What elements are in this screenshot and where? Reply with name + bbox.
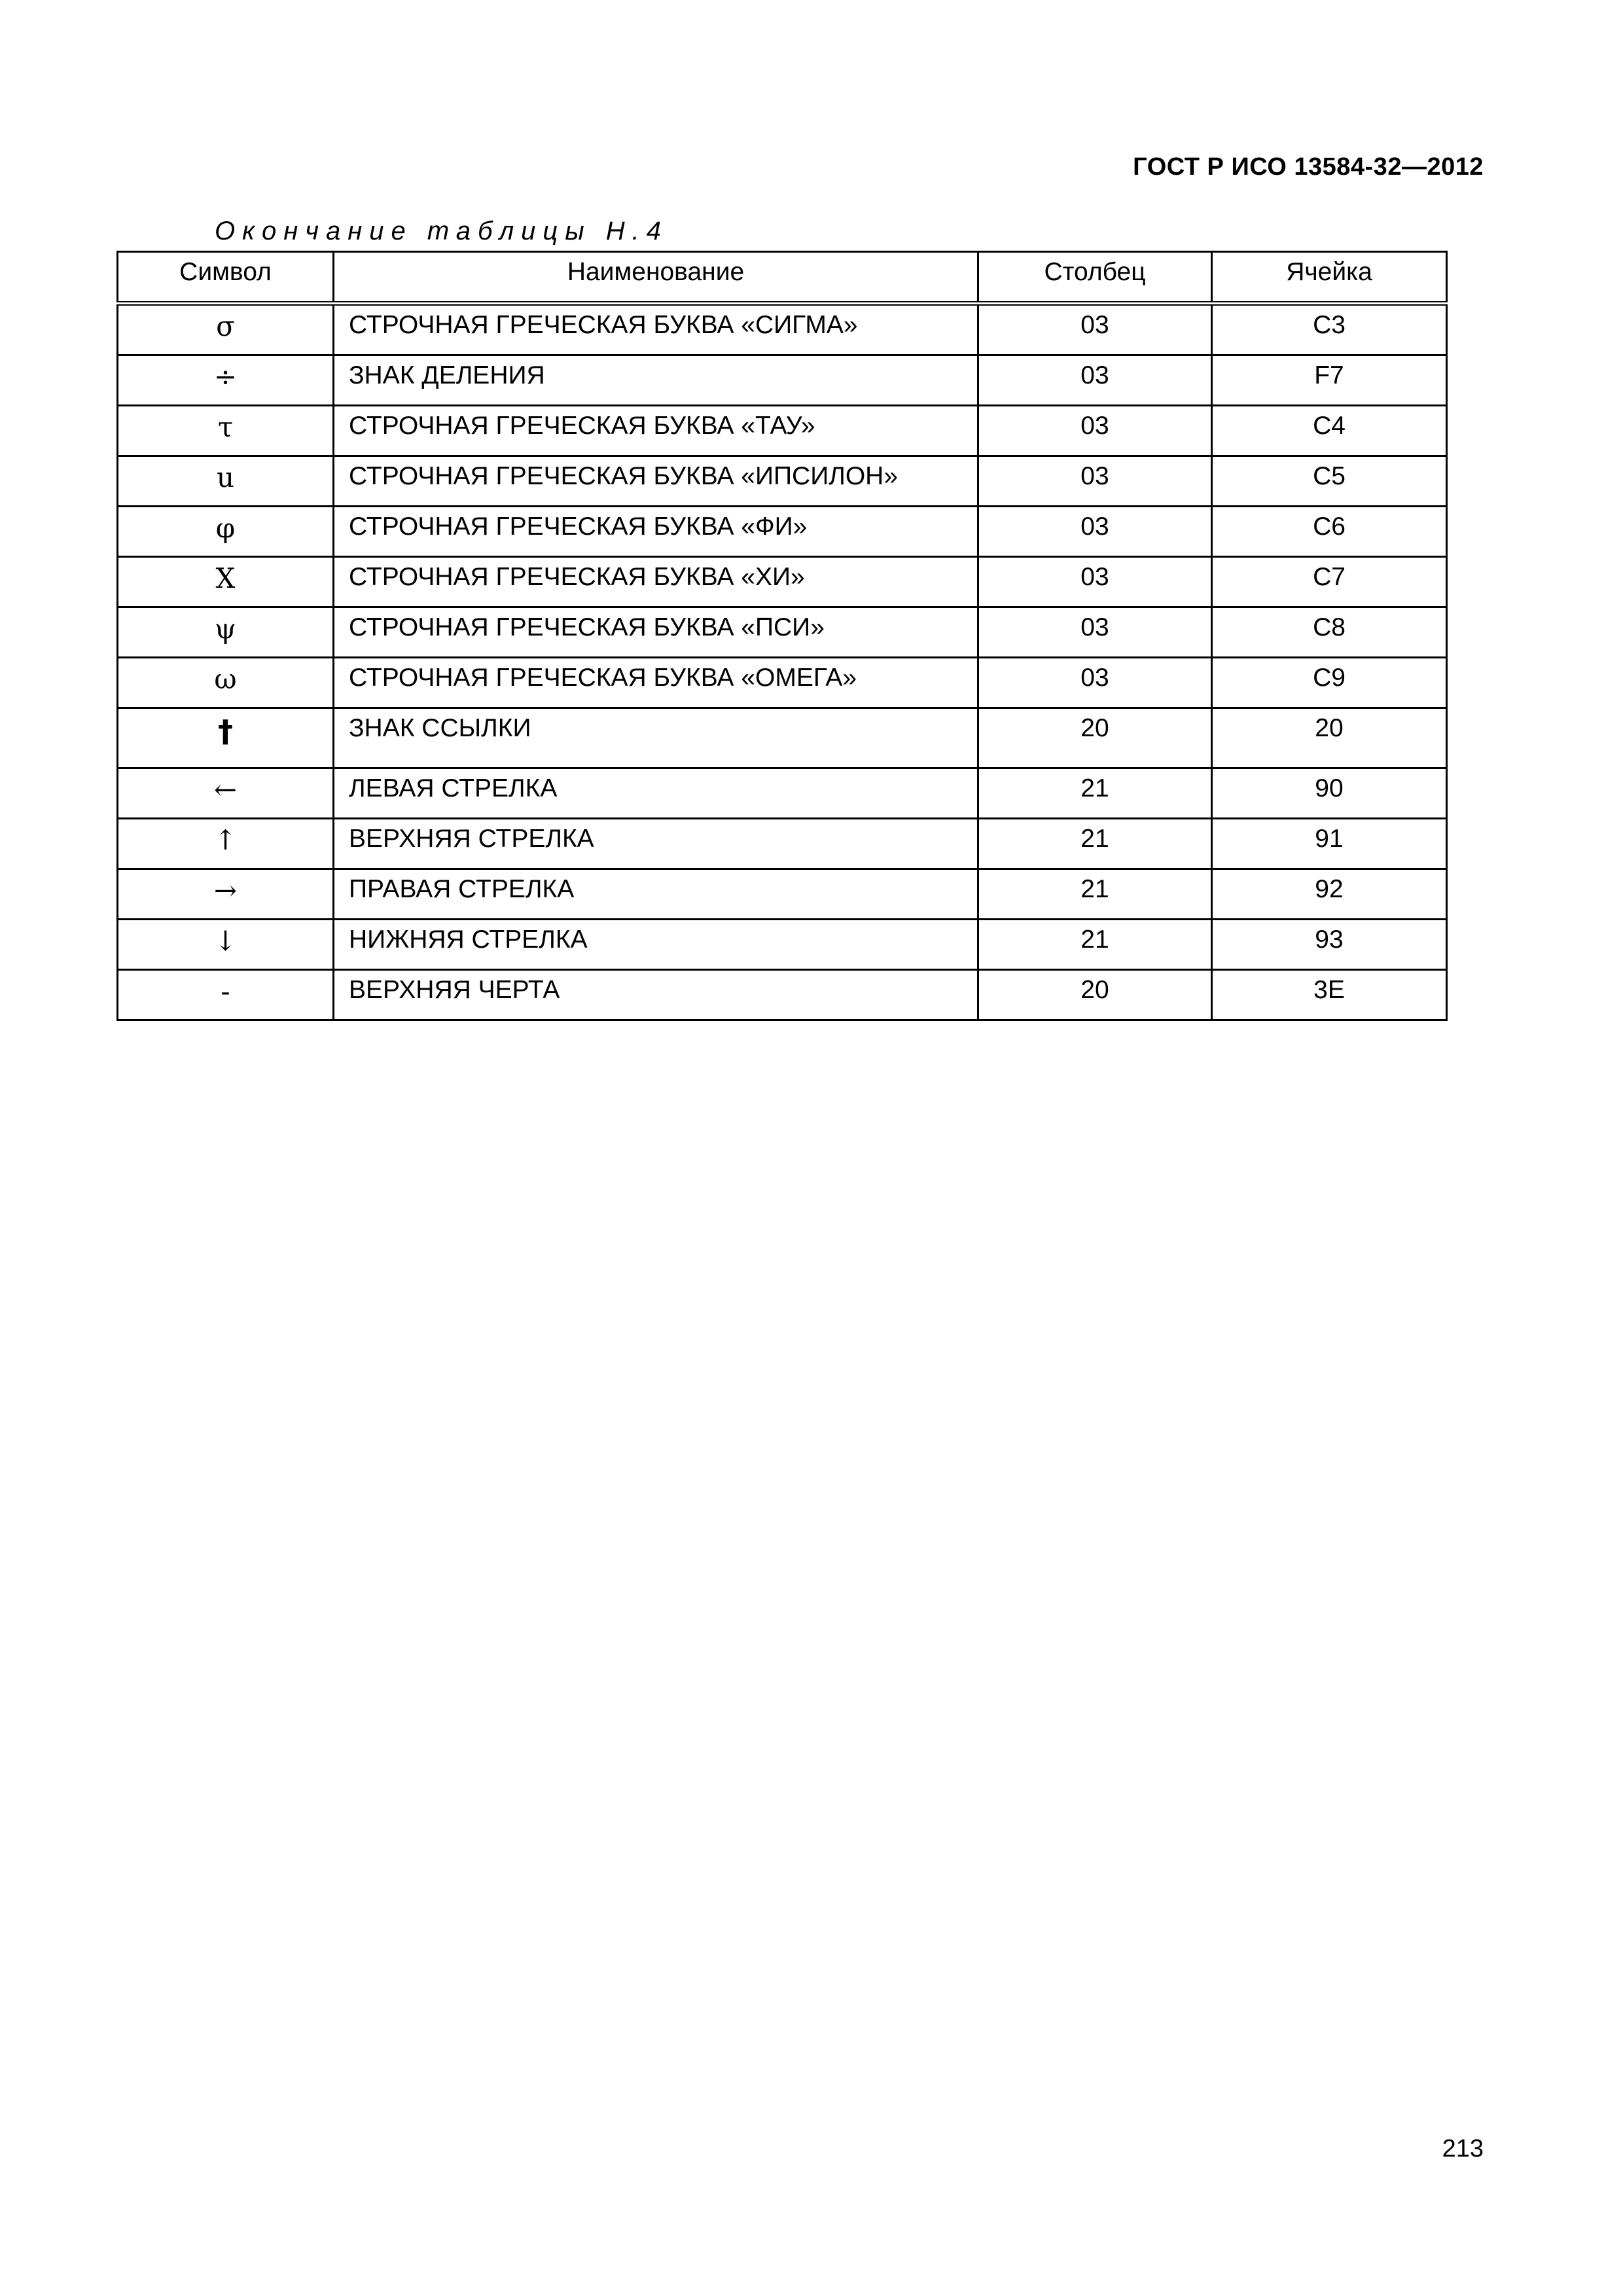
table-row xyxy=(118,768,1447,819)
name-cell: СТРОЧНАЯ ГРЕЧЕСКАЯ БУКВА «ПСИ» xyxy=(334,607,978,658)
table-row xyxy=(118,920,1447,970)
name-cell: СТРОЧНАЯ ГРЕЧЕСКАЯ БУКВА «ТАУ» xyxy=(334,406,978,456)
table-row xyxy=(118,355,1447,406)
symbols-table xyxy=(116,251,1448,1021)
symbol-cell: X xyxy=(118,557,334,607)
column-cell: 03 xyxy=(978,406,1212,456)
table-row xyxy=(118,557,1447,607)
name-cell: ЛЕВАЯ СТРЕЛКА xyxy=(334,768,978,819)
standard-code-header: ГОСТ Р ИСО 13584-32—2012 xyxy=(1133,153,1484,181)
symbol-cell: ← xyxy=(118,768,334,819)
symbol-cell: ÷ xyxy=(118,355,334,406)
cell-code-cell: 93 xyxy=(1212,920,1447,970)
column-cell: 21 xyxy=(978,819,1212,869)
name-cell: ВЕРХНЯЯ ЧЕРТА xyxy=(334,970,978,1020)
table-row xyxy=(118,658,1447,708)
symbol-cell: σ xyxy=(118,304,334,355)
column-header-cell: Ячейка xyxy=(1212,252,1447,304)
name-cell: СТРОЧНАЯ ГРЕЧЕСКАЯ БУКВА «ФИ» xyxy=(334,507,978,557)
table-row xyxy=(118,970,1447,1020)
table-row xyxy=(118,507,1447,557)
symbol-cell: u xyxy=(118,456,334,507)
column-header-name: Наименование xyxy=(334,252,978,304)
column-header-column: Столбец xyxy=(978,252,1212,304)
name-cell: ВЕРХНЯЯ СТРЕЛКА xyxy=(334,819,978,869)
cell-code-cell: C4 xyxy=(1212,406,1447,456)
name-cell: СТРОЧНАЯ ГРЕЧЕСКАЯ БУКВА «СИГМА» xyxy=(334,304,978,355)
column-cell: 21 xyxy=(978,869,1212,920)
cell-code-cell: 3E xyxy=(1212,970,1447,1020)
column-cell: 03 xyxy=(978,456,1212,507)
column-cell: 20 xyxy=(978,708,1212,768)
cell-code-cell: C7 xyxy=(1212,557,1447,607)
cell-code-cell: 91 xyxy=(1212,819,1447,869)
table-container xyxy=(116,251,1446,1021)
page-number: 213 xyxy=(1442,2135,1484,2162)
cell-code-cell: 90 xyxy=(1212,768,1447,819)
table-row xyxy=(118,708,1447,768)
name-cell: СТРОЧНАЯ ГРЕЧЕСКАЯ БУКВА «ИПСИЛОН» xyxy=(334,456,978,507)
symbol-cell: - xyxy=(118,970,334,1020)
name-cell: НИЖНЯЯ СТРЕЛКА xyxy=(334,920,978,970)
cell-code-cell: C3 xyxy=(1212,304,1447,355)
cell-code-cell: C6 xyxy=(1212,507,1447,557)
table-row xyxy=(118,406,1447,456)
name-cell: ПРАВАЯ СТРЕЛКА xyxy=(334,869,978,920)
column-header-symbol: Символ xyxy=(118,252,334,304)
table-header-row xyxy=(118,252,1447,304)
name-cell: СТРОЧНАЯ ГРЕЧЕСКАЯ БУКВА «ОМЕГА» xyxy=(334,658,978,708)
column-cell: 03 xyxy=(978,557,1212,607)
symbol-cell: → xyxy=(118,869,334,920)
symbol-cell: τ xyxy=(118,406,334,456)
table-row xyxy=(118,819,1447,869)
table-row xyxy=(118,304,1447,355)
column-cell: 21 xyxy=(978,768,1212,819)
symbol-cell: ψ xyxy=(118,607,334,658)
column-cell: 03 xyxy=(978,507,1212,557)
name-cell: СТРОЧНАЯ ГРЕЧЕСКАЯ БУКВА «ХИ» xyxy=(334,557,978,607)
cell-code-cell: C8 xyxy=(1212,607,1447,658)
column-cell: 03 xyxy=(978,658,1212,708)
cell-code-cell: C5 xyxy=(1212,456,1447,507)
symbol-cell: † xyxy=(118,708,334,768)
column-cell: 03 xyxy=(978,304,1212,355)
symbol-cell: φ xyxy=(118,507,334,557)
symbol-cell: ω xyxy=(118,658,334,708)
table-row xyxy=(118,607,1447,658)
table-row xyxy=(118,869,1447,920)
cell-code-cell: C9 xyxy=(1212,658,1447,708)
table-row xyxy=(118,456,1447,507)
cell-code-cell: F7 xyxy=(1212,355,1447,406)
column-cell: 21 xyxy=(978,920,1212,970)
column-cell: 03 xyxy=(978,355,1212,406)
column-cell: 20 xyxy=(978,970,1212,1020)
cell-code-cell: 92 xyxy=(1212,869,1447,920)
name-cell: ЗНАК ДЕЛЕНИЯ xyxy=(334,355,978,406)
cell-code-cell: 20 xyxy=(1212,708,1447,768)
symbol-cell: ↓ xyxy=(118,920,334,970)
symbol-cell: ↑ xyxy=(118,819,334,869)
table-caption: Окончание таблицы H.4 xyxy=(215,217,669,245)
column-cell: 03 xyxy=(978,607,1212,658)
name-cell: ЗНАК ССЫЛКИ xyxy=(334,708,978,768)
